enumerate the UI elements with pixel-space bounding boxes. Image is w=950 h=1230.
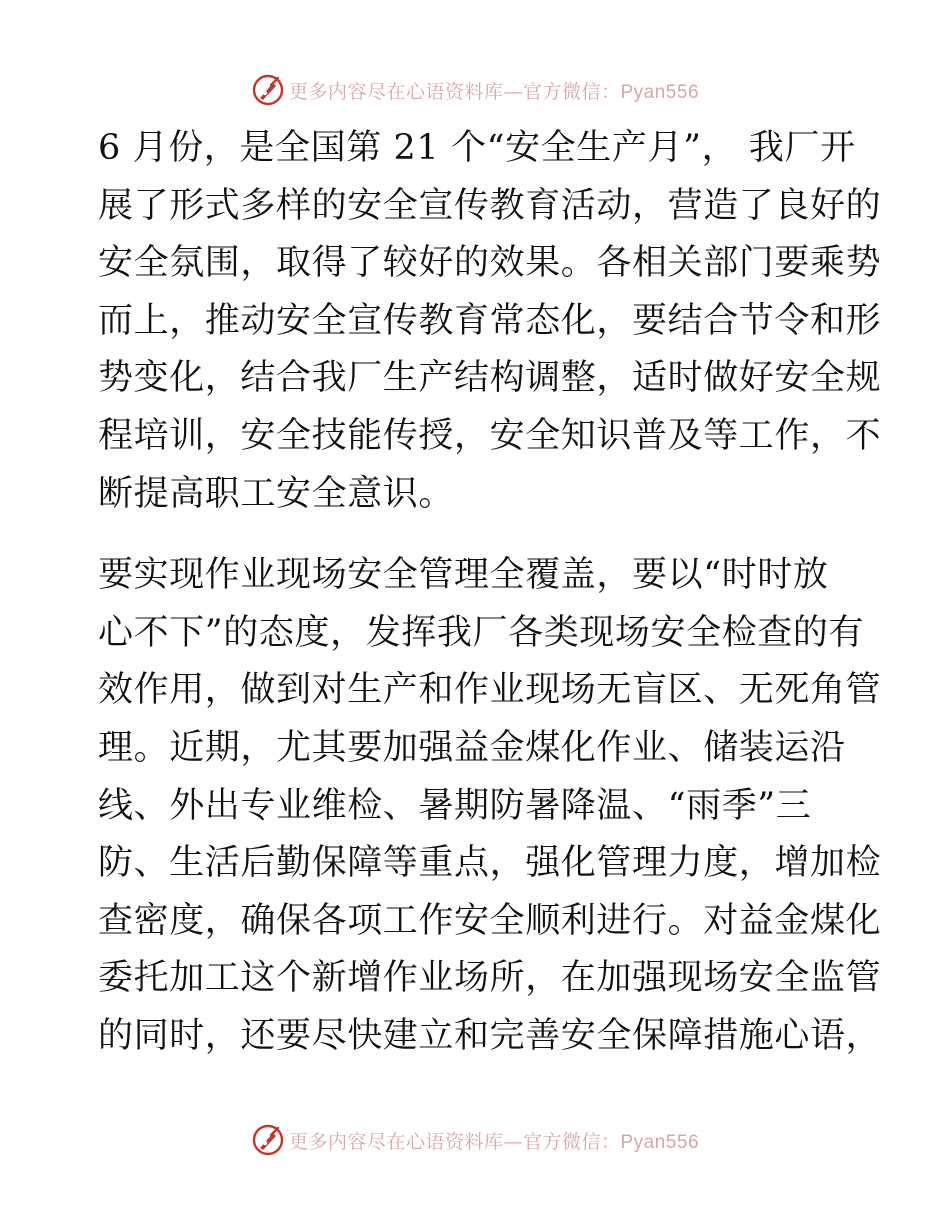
paragraph-1 <box>98 120 882 523</box>
text-line: 线、外出专业维检、暑期防暑降温、“雨季”三 <box>98 785 812 826</box>
text-line: 展了形式多样的安全宣传教育活动，营造了良好的 <box>98 185 882 226</box>
paragraph-2 <box>98 547 882 1065</box>
text-line: 效作用，做到对生产和作业现场无盲区、无死角管 <box>98 670 882 711</box>
text-line: 程培训，安全技能传授，安全知识普及等工作，不 <box>98 415 882 456</box>
text-line: 6 月份，是全国第 21 个“安全生产月”， 我厂开 <box>98 128 856 168</box>
text-line: 理。近期，尤其要加强益金煤化作业、储装运沿 <box>98 727 846 768</box>
text-line: 而上，推动安全宣传教育常态化，要结合节令和形 <box>98 300 882 341</box>
text-line: 安全氛围，取得了较好的效果。各相关部门要乘势 <box>98 243 882 284</box>
text-line: 委托加工这个新增作业场所，在加强现场安全监管 <box>98 958 882 999</box>
text-line: 防、生活后勤保障等重点，强化管理力度，增加检 <box>98 843 882 884</box>
text-line: 的同时，还要尽快建立和完善安全保障措施心语， <box>98 1015 882 1056</box>
watermark-text: 更多内容尽在心语资料库—官方微信：Pyan556 <box>288 80 700 103</box>
text-line: 要实现作业现场安全管理全覆盖，要以“时时放 <box>98 555 829 596</box>
pen-logo-icon <box>251 73 285 107</box>
footer-watermark <box>0 1122 950 1158</box>
text-line: 断提高职工安全意识。 <box>98 473 455 514</box>
document-body <box>98 120 882 1066</box>
text-line: 查密度，确保各项工作安全顺利进行。对益金煤化 <box>98 900 882 941</box>
watermark-text: 更多内容尽在心语资料库—官方微信：Pyan556 <box>288 1130 700 1153</box>
watermark-wechat-id: Pyan556 <box>620 81 700 103</box>
pen-logo-icon <box>251 1123 285 1157</box>
text-line: 势变化，结合我厂生产结构调整，适时做好安全规 <box>98 358 882 399</box>
text-line: 心不下”的态度，发挥我厂各类现场安全检查的有 <box>98 612 865 653</box>
header-watermark <box>0 72 950 108</box>
watermark-wechat-id: Pyan556 <box>620 1131 700 1153</box>
